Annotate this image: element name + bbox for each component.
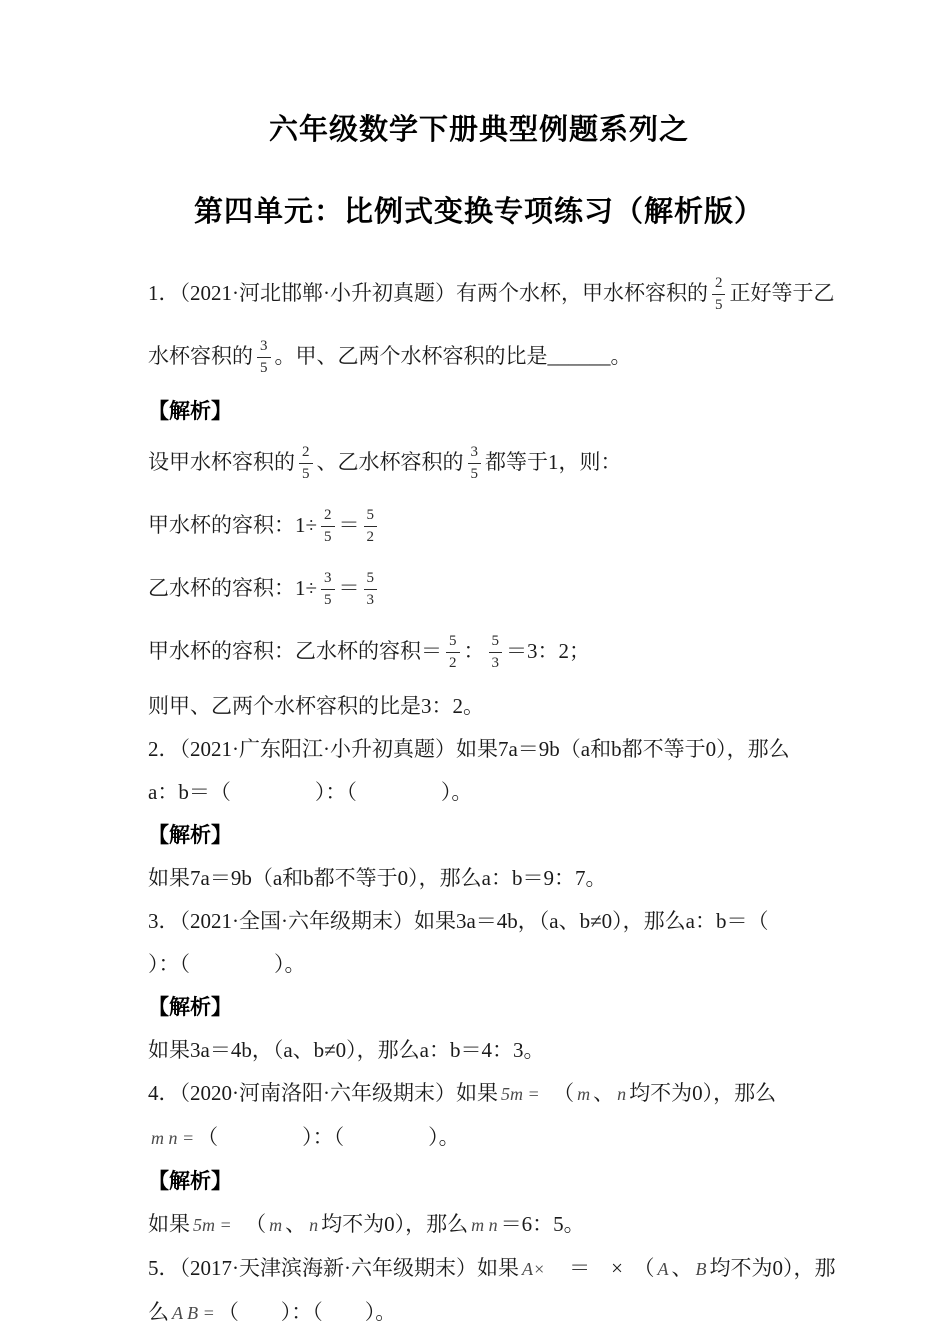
text-run: （ — [542, 1081, 575, 1105]
text-line — [148, 992, 810, 1022]
text-run: 、乙水杯容积的 — [316, 449, 464, 474]
text-line — [148, 820, 810, 850]
fraction — [321, 507, 335, 545]
text-line — [148, 734, 810, 764]
math-italic-run: m — [577, 1084, 591, 1104]
text-run: 如果 — [148, 1212, 190, 1236]
text-run: 、 — [671, 1256, 693, 1280]
fraction-numerator: 2 — [712, 275, 726, 295]
fraction-denominator: 5 — [470, 465, 478, 482]
text-run: 1．（2021·河北邯郸·小升初真题）有两个水杯，甲水杯容积的 — [148, 280, 708, 305]
math-italic-run: m — [269, 1215, 283, 1235]
math-italic-run: A× — [522, 1259, 546, 1279]
fraction-denominator: 2 — [366, 528, 375, 545]
fraction — [299, 444, 313, 482]
fraction — [257, 338, 271, 376]
text-line — [148, 949, 810, 979]
text-run: 则甲、乙两个水杯容积的比是3：2。 — [148, 694, 484, 718]
text-run: 水杯容积的 — [148, 343, 253, 368]
fraction-denominator: 3 — [491, 654, 499, 671]
text-run: 、 — [285, 1212, 307, 1236]
text-run: 5．（2017·天津滨海新·六年级期末）如果 — [148, 1256, 519, 1280]
text-line — [148, 628, 810, 678]
text-run: 设甲水杯容积的 — [148, 449, 295, 474]
text-line — [148, 565, 810, 615]
text-line — [148, 863, 810, 893]
fraction-numerator: 2 — [299, 444, 313, 464]
math-italic-run: m n — [471, 1215, 498, 1235]
fraction-numerator: 5 — [364, 570, 378, 590]
text-line — [148, 1035, 810, 1065]
fraction — [489, 633, 503, 671]
fraction — [446, 633, 460, 671]
text-line — [148, 1078, 810, 1109]
text-line — [148, 333, 810, 383]
text-run: 【解析】 — [148, 823, 232, 847]
math-italic-run: A — [657, 1259, 669, 1279]
text-run: （ — [234, 1212, 267, 1236]
text-line — [148, 906, 810, 936]
text-run: 都等于1，则： — [485, 449, 622, 474]
text-run: 如果7a＝9b（a和b都不等于0），那么a：b＝9：7。 — [148, 866, 607, 890]
fraction — [468, 444, 482, 482]
text-run: ＝ × （ — [548, 1256, 655, 1280]
fraction-denominator: 5 — [302, 465, 310, 482]
text-run: 、 — [593, 1081, 615, 1105]
text-run: a：b＝（ ）：（ ）。 — [148, 780, 473, 804]
text-run: 甲水杯的容积：1÷ — [148, 512, 318, 537]
math-italic-run: 5m = — [193, 1215, 232, 1235]
text-run: ＝3：2； — [506, 638, 590, 663]
text-run: 均不为0），那么 — [321, 1212, 469, 1236]
text-line — [148, 1297, 810, 1328]
fraction-denominator: 5 — [324, 528, 332, 545]
text-run: 均不为0），那么 — [629, 1081, 777, 1105]
text-line — [148, 396, 810, 426]
text-run: 如果3a＝4b，（a、b≠0），那么a：b＝4：3。 — [148, 1038, 545, 1062]
text-run: ＝6：5。 — [500, 1212, 585, 1236]
text-line — [148, 691, 810, 721]
document-body — [148, 270, 836, 1328]
text-run: 【解析】 — [148, 399, 232, 423]
text-run: 【解析】 — [148, 995, 232, 1019]
fraction-denominator: 5 — [324, 591, 332, 608]
fraction-numerator: 5 — [446, 633, 460, 653]
fraction-numerator: 3 — [468, 444, 482, 464]
text-run: 均不为0），那 — [709, 1256, 836, 1280]
text-run: 正好等于乙 — [729, 280, 835, 305]
text-run: （ ）：（ ）。 — [217, 1300, 397, 1324]
fraction-denominator: 3 — [366, 591, 375, 608]
document-title-line-2: 第四单元：比例式变换专项练习（解析版） — [193, 196, 764, 228]
math-italic-run: n — [309, 1215, 319, 1235]
math-italic-run: 5m = — [501, 1084, 540, 1104]
text-run: 4．（2020·河南洛阳·六年级期末）如果 — [148, 1081, 498, 1105]
text-run: 【解析】 — [148, 1169, 232, 1193]
fraction-denominator: 5 — [714, 296, 723, 313]
fraction — [364, 570, 378, 608]
text-run: 么 — [148, 1300, 169, 1324]
fraction — [321, 570, 335, 608]
fraction-numerator: 3 — [321, 570, 335, 590]
text-line — [148, 777, 810, 807]
fraction-denominator: 5 — [260, 359, 268, 376]
text-line — [148, 1253, 836, 1284]
text-run: 2．（2021·广东阳江·小升初真题）如果7a＝9b（a和b都不等于0），那么 — [148, 737, 790, 761]
fraction — [712, 275, 726, 313]
text-line — [148, 439, 810, 489]
text-run: ＝ — [338, 575, 360, 600]
fraction-numerator: 5 — [489, 633, 503, 653]
math-italic-run: A B = — [172, 1303, 215, 1323]
fraction — [364, 507, 378, 545]
math-italic-run: m n = — [151, 1128, 195, 1148]
text-run: （ ）：（ ）。 — [197, 1125, 460, 1149]
text-run: 乙水杯的容积：1÷ — [148, 575, 318, 600]
fraction-denominator: 2 — [449, 654, 457, 671]
document-title-line-1: 六年级数学下册典型例题系列之 — [268, 114, 689, 146]
text-line — [148, 502, 810, 552]
text-line — [148, 1209, 810, 1240]
text-run: 。甲、乙两个水杯容积的比是______。 — [274, 343, 632, 368]
math-italic-run: B — [695, 1259, 707, 1279]
text-line — [148, 1166, 810, 1196]
text-run: ＝ — [338, 512, 360, 537]
text-run: ： — [463, 638, 485, 663]
fraction-numerator: 3 — [257, 338, 271, 358]
text-line — [148, 270, 835, 320]
text-run: 甲水杯的容积：乙水杯的容积＝ — [148, 638, 442, 663]
text-run: 3．（2021·全国·六年级期末）如果3a＝4b，（a、b≠0），那么a：b＝（ — [148, 909, 769, 933]
text-run: ）：（ ）。 — [148, 952, 306, 976]
math-italic-run: n — [617, 1084, 627, 1104]
fraction-numerator: 2 — [321, 507, 335, 527]
text-line — [148, 1122, 810, 1153]
fraction-numerator: 5 — [364, 507, 378, 527]
